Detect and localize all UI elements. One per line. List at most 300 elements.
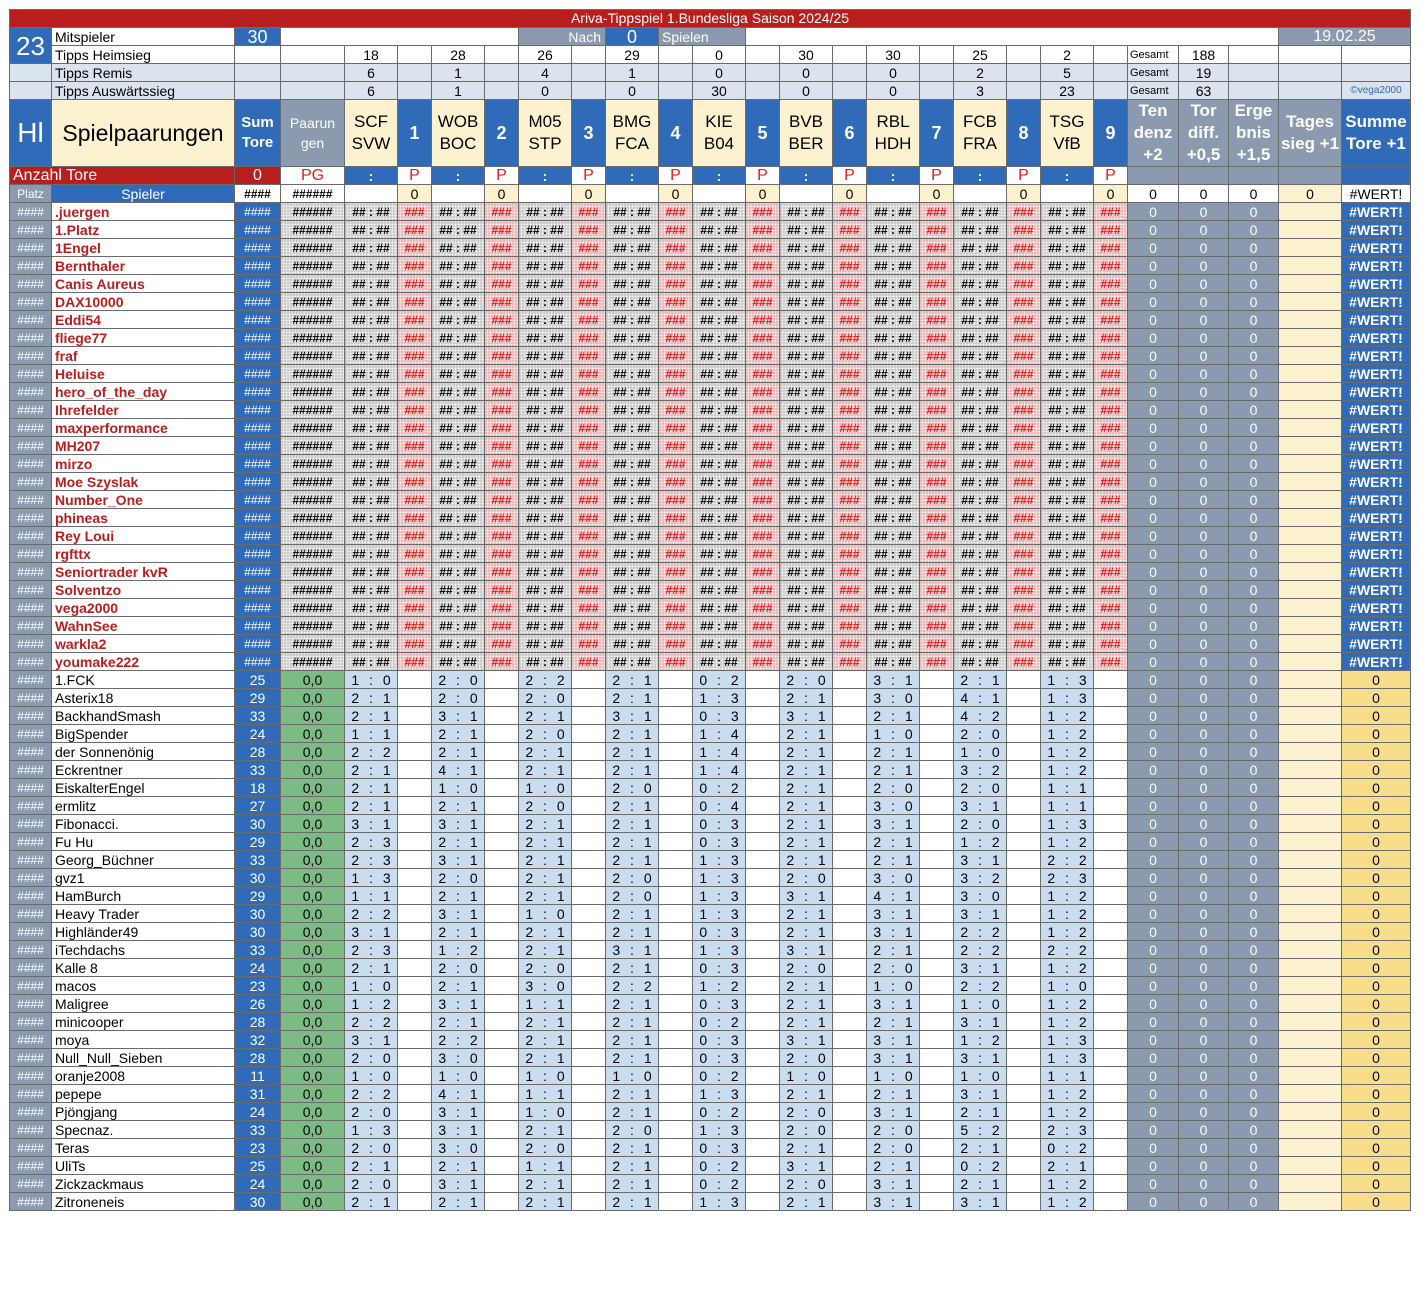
- tip-points-empty: [659, 725, 693, 743]
- score-hash: ## : ##: [693, 329, 746, 347]
- player-tip: 2 : 0: [519, 689, 572, 707]
- score-hash: ## : ##: [693, 581, 746, 599]
- tip-points-empty: [659, 851, 693, 869]
- sum-hash: ####: [235, 203, 281, 221]
- score-zero: 0: [1229, 599, 1279, 617]
- summe-zero: 0: [1342, 905, 1411, 923]
- points-hash: ###: [398, 401, 432, 419]
- player-sum: 26: [235, 995, 281, 1013]
- tip-points-empty: [572, 797, 606, 815]
- tip-points-empty: [485, 725, 519, 743]
- score-hash: ## : ##: [606, 599, 659, 617]
- player-row: [10, 1139, 1411, 1157]
- score-zero: 0: [1229, 617, 1279, 635]
- sum-hash: ####: [235, 509, 281, 527]
- tip-points-empty: [572, 851, 606, 869]
- score-hash: ## : ##: [867, 491, 920, 509]
- points-hash: ###: [485, 347, 519, 365]
- points-hash: ###: [920, 419, 954, 437]
- matchday-number: 23: [10, 28, 52, 64]
- points-hash: ###: [920, 365, 954, 383]
- total-3: 0: [1279, 185, 1342, 203]
- ranked-player-name: fliege77: [52, 329, 235, 347]
- ranked-player-name: mirzo: [52, 455, 235, 473]
- player-tip: 3 : 1: [954, 1049, 1007, 1067]
- player-tip: 1 : 0: [432, 779, 485, 797]
- header-fill: [1128, 167, 1179, 185]
- points-hash: ###: [572, 599, 606, 617]
- score-zero: 0: [1229, 887, 1279, 905]
- score-zero: 0: [1128, 419, 1179, 437]
- score-zero: 0: [1128, 581, 1179, 599]
- points-hash: ###: [746, 455, 780, 473]
- score-hash: ## : ##: [1041, 239, 1094, 257]
- player-tip: 2 : 0: [519, 797, 572, 815]
- player-tip: 2 : 0: [780, 1103, 833, 1121]
- match-points: 0: [1094, 185, 1128, 203]
- points-hash: ###: [833, 203, 867, 221]
- pg-hash: ######: [281, 581, 345, 599]
- ranked-player-name: rgfttx: [52, 545, 235, 563]
- tip-points-empty: [398, 941, 432, 959]
- sum-hash: ####: [235, 293, 281, 311]
- score-hash: ## : ##: [519, 545, 572, 563]
- player-pg: 0,0: [281, 923, 345, 941]
- points-hash: ###: [1007, 437, 1041, 455]
- score-hash: ## : ##: [345, 509, 398, 527]
- summe-zero: 0: [1342, 1175, 1411, 1193]
- score-zero: 0: [1179, 815, 1229, 833]
- tipps-auswaerts-6: 0: [780, 82, 833, 100]
- player-tip: 1 : 2: [1041, 923, 1094, 941]
- points-hash: ###: [920, 329, 954, 347]
- score-hash: ## : ##: [345, 599, 398, 617]
- tip-points-empty: [485, 761, 519, 779]
- points-hash: ###: [1094, 221, 1128, 239]
- spieler-header: Spieler: [52, 185, 235, 203]
- points-hash: ###: [1007, 473, 1041, 491]
- ranked-player-name: Eddi54: [52, 311, 235, 329]
- sum-hash: ####: [235, 491, 281, 509]
- tip-points-empty: [1094, 977, 1128, 995]
- score-hash: ## : ##: [432, 599, 485, 617]
- score-hash: ## : ##: [1041, 221, 1094, 239]
- score-hash: ## : ##: [954, 509, 1007, 527]
- points-hash: ###: [572, 473, 606, 491]
- score-hash: ## : ##: [432, 275, 485, 293]
- tagessieg-empty: [1279, 923, 1342, 941]
- points-hash: ###: [746, 203, 780, 221]
- rank-hash: ####: [10, 599, 52, 617]
- result-colon: :: [345, 167, 398, 185]
- player-row: [10, 1193, 1411, 1211]
- score-hash: ## : ##: [519, 563, 572, 581]
- player-tip: 2 : 1: [954, 1103, 1007, 1121]
- score-zero: 0: [1128, 509, 1179, 527]
- player-tip: 2 : 1: [867, 743, 920, 761]
- score-zero: 0: [1128, 617, 1179, 635]
- score-zero: 0: [1229, 311, 1279, 329]
- tip-points-empty: [485, 923, 519, 941]
- result-colon: :: [780, 167, 833, 185]
- score-zero: 0: [1179, 545, 1229, 563]
- rank-hash: ####: [10, 545, 52, 563]
- score-hash: ## : ##: [432, 617, 485, 635]
- tagessieg-empty: [1279, 275, 1342, 293]
- paarungen-header: Paarun gen: [281, 100, 345, 167]
- player-pg: 0,0: [281, 1031, 345, 1049]
- player-tip: 3 : 1: [867, 671, 920, 689]
- player-tip: 2 : 1: [954, 1139, 1007, 1157]
- tip-points-empty: [833, 689, 867, 707]
- player-tip: 1 : 2: [1041, 995, 1094, 1013]
- pg-hash: ######: [281, 419, 345, 437]
- tip-points-empty: [833, 1103, 867, 1121]
- tip-points-empty: [1007, 1121, 1041, 1139]
- player-name: EiskalterEngel: [52, 779, 235, 797]
- tipp-table: [9, 9, 1411, 1211]
- total-2: 0: [1229, 185, 1279, 203]
- score-hash: ## : ##: [432, 455, 485, 473]
- score-zero: 0: [1229, 419, 1279, 437]
- score-zero: 0: [1128, 815, 1179, 833]
- tip-points-empty: [572, 977, 606, 995]
- tip-points-empty: [659, 1031, 693, 1049]
- summe-wert: #WERT!: [1342, 509, 1411, 527]
- points-hash: ###: [398, 581, 432, 599]
- player-pg: 0,0: [281, 1067, 345, 1085]
- player-tip: 2 : 0: [606, 779, 659, 797]
- tip-points-empty: [1094, 1175, 1128, 1193]
- tip-points-empty: [1007, 833, 1041, 851]
- points-hash: ###: [1094, 203, 1128, 221]
- ranked-row: [10, 329, 1411, 347]
- tipps-gap: [659, 82, 693, 100]
- tagessieg-empty: [1279, 887, 1342, 905]
- tip-points-empty: [398, 959, 432, 977]
- tip-points-empty: [833, 977, 867, 995]
- tip-points-empty: [920, 1157, 954, 1175]
- score-hash: ## : ##: [867, 419, 920, 437]
- score-hash: ## : ##: [432, 581, 485, 599]
- player-sum: 33: [235, 707, 281, 725]
- points-hash: ###: [398, 293, 432, 311]
- tip-points-empty: [485, 1193, 519, 1211]
- player-tip: 2 : 3: [1041, 1121, 1094, 1139]
- score-hash: ## : ##: [519, 527, 572, 545]
- rank-hash: ####: [10, 707, 52, 725]
- tip-points-empty: [746, 887, 780, 905]
- rank-hash: ####: [10, 635, 52, 653]
- score-zero: 0: [1128, 347, 1179, 365]
- player-tip: 0 : 2: [1041, 1139, 1094, 1157]
- tip-points-empty: [920, 743, 954, 761]
- score-zero: 0: [1179, 653, 1229, 671]
- player-tip: 2 : 0: [867, 779, 920, 797]
- score-zero: 0: [1179, 509, 1229, 527]
- pg-hash: ######: [281, 509, 345, 527]
- ranked-player-name: Ihrefelder: [52, 401, 235, 419]
- pg-hash: ######: [281, 527, 345, 545]
- score-hash: ## : ##: [693, 545, 746, 563]
- player-tip: 3 : 1: [780, 1157, 833, 1175]
- tip-points-empty: [398, 1121, 432, 1139]
- player-tip: 1 : 3: [693, 1193, 746, 1211]
- score-hash: ## : ##: [780, 545, 833, 563]
- player-tip: 3 : 1: [780, 887, 833, 905]
- points-hash: ###: [746, 383, 780, 401]
- summe-wert: #WERT!: [1342, 329, 1411, 347]
- player-tip: 2 : 0: [432, 869, 485, 887]
- p-label: P: [1094, 167, 1128, 185]
- player-tip: 2 : 1: [519, 833, 572, 851]
- score-hash: ## : ##: [606, 635, 659, 653]
- player-tip: 2 : 1: [780, 1139, 833, 1157]
- tip-points-empty: [833, 1031, 867, 1049]
- summe-zero: 0: [1342, 1139, 1411, 1157]
- tipps-empty: [281, 82, 345, 100]
- player-tip: 1 : 0: [780, 1067, 833, 1085]
- points-hash: ###: [659, 401, 693, 419]
- player-tip: 3 : 0: [432, 1139, 485, 1157]
- player-row: [10, 1121, 1411, 1139]
- player-pg: 0,0: [281, 1121, 345, 1139]
- ranked-row: [10, 221, 1411, 239]
- player-tip: 1 : 2: [954, 1031, 1007, 1049]
- player-tip: 3 : 1: [432, 905, 485, 923]
- score-zero: 0: [1128, 491, 1179, 509]
- ranked-row: [10, 275, 1411, 293]
- score-hash: ## : ##: [954, 329, 1007, 347]
- player-tip: 1 : 2: [1041, 1193, 1094, 1211]
- tip-points-empty: [659, 959, 693, 977]
- tipps-gap: [485, 46, 519, 64]
- score-hash: ## : ##: [693, 491, 746, 509]
- points-hash: ###: [1094, 509, 1128, 527]
- tip-points-empty: [1094, 1013, 1128, 1031]
- tip-points-empty: [1007, 1013, 1041, 1031]
- ranked-row: [10, 347, 1411, 365]
- player-tip: 1 : 2: [1041, 1085, 1094, 1103]
- tip-points-empty: [746, 869, 780, 887]
- player-tip: 2 : 1: [432, 743, 485, 761]
- player-tip: 2 : 1: [606, 671, 659, 689]
- player-tip: 3 : 1: [432, 815, 485, 833]
- ranked-row: [10, 365, 1411, 383]
- p-label: P: [572, 167, 606, 185]
- tip-points-empty: [1094, 707, 1128, 725]
- pg-hash: ######: [281, 653, 345, 671]
- tip-points-empty: [398, 851, 432, 869]
- score-hash: ## : ##: [693, 455, 746, 473]
- points-hash: ###: [746, 221, 780, 239]
- points-hash: ###: [572, 347, 606, 365]
- tip-points-empty: [659, 1049, 693, 1067]
- tipps-gap: [833, 82, 867, 100]
- tip-points-empty: [485, 743, 519, 761]
- score-zero: 0: [1179, 725, 1229, 743]
- player-tip: 2 : 1: [867, 1013, 920, 1031]
- tordiff-header: Tor diff. +0,5: [1179, 100, 1229, 167]
- pg-hash: ######: [281, 203, 345, 221]
- tip-points-empty: [398, 1013, 432, 1031]
- tip-points-empty: [572, 1121, 606, 1139]
- score-hash: ## : ##: [1041, 653, 1094, 671]
- score-zero: 0: [1179, 869, 1229, 887]
- score-zero: 0: [1229, 563, 1279, 581]
- player-tip: 0 : 3: [693, 707, 746, 725]
- player-row: [10, 923, 1411, 941]
- score-zero: 0: [1179, 563, 1229, 581]
- score-zero: 0: [1128, 545, 1179, 563]
- score-hash: ## : ##: [867, 311, 920, 329]
- tip-points-empty: [398, 923, 432, 941]
- score-zero: 0: [1128, 599, 1179, 617]
- score-hash: ## : ##: [693, 383, 746, 401]
- tip-points-empty: [746, 1157, 780, 1175]
- player-tip: 1 : 3: [1041, 689, 1094, 707]
- tipps-auswaerts-3: 0: [519, 82, 572, 100]
- player-row: [10, 779, 1411, 797]
- score-zero: 0: [1128, 455, 1179, 473]
- tagessieg-empty: [1279, 455, 1342, 473]
- rank-hash: ####: [10, 203, 52, 221]
- player-name: BigSpender: [52, 725, 235, 743]
- rank-hash: ####: [10, 527, 52, 545]
- points-hash: ###: [920, 545, 954, 563]
- tip-points-empty: [833, 779, 867, 797]
- ranked-player-name: maxperformance: [52, 419, 235, 437]
- player-tip: 1 : 2: [1041, 905, 1094, 923]
- player-row: [10, 887, 1411, 905]
- player-tip: 2 : 1: [606, 1049, 659, 1067]
- player-tip: 2 : 0: [867, 1139, 920, 1157]
- pg-hash: ######: [281, 599, 345, 617]
- tip-points-empty: [485, 1013, 519, 1031]
- points-hash: ###: [833, 329, 867, 347]
- tagessieg-empty: [1279, 689, 1342, 707]
- score-hash: ## : ##: [867, 347, 920, 365]
- points-hash: ###: [1094, 347, 1128, 365]
- summe-wert: #WERT!: [1342, 437, 1411, 455]
- tip-points-empty: [1094, 743, 1128, 761]
- result-colon: :: [432, 167, 485, 185]
- sum-hash: ####: [235, 257, 281, 275]
- points-hash: ###: [398, 257, 432, 275]
- score-zero: 0: [1128, 725, 1179, 743]
- points-hash: ###: [746, 347, 780, 365]
- player-sum: 24: [235, 959, 281, 977]
- player-tip: 3 : 1: [432, 1103, 485, 1121]
- score-hash: ## : ##: [606, 203, 659, 221]
- score-hash: ## : ##: [432, 437, 485, 455]
- pg-hash: ######: [281, 563, 345, 581]
- summe-zero: 0: [1342, 689, 1411, 707]
- tipps-heimsieg-5: 0: [693, 46, 746, 64]
- score-hash: ## : ##: [519, 581, 572, 599]
- score-zero: 0: [1128, 707, 1179, 725]
- score-hash: ## : ##: [606, 455, 659, 473]
- points-hash: ###: [1007, 563, 1041, 581]
- score-zero: 0: [1229, 293, 1279, 311]
- tip-points-empty: [398, 671, 432, 689]
- tip-points-empty: [659, 707, 693, 725]
- tipps-gap: [833, 46, 867, 64]
- player-tip: 1 : 1: [519, 1085, 572, 1103]
- tip-points-empty: [746, 815, 780, 833]
- player-tip: 3 : 1: [780, 1031, 833, 1049]
- summe-zero: 0: [1342, 887, 1411, 905]
- points-hash: ###: [833, 545, 867, 563]
- score-hash: ## : ##: [780, 617, 833, 635]
- tip-points-empty: [398, 743, 432, 761]
- sum-hash: ####: [235, 653, 281, 671]
- points-hash: ###: [746, 491, 780, 509]
- points-hash: ###: [746, 293, 780, 311]
- score-hash: ## : ##: [345, 365, 398, 383]
- player-name: Asterix18: [52, 689, 235, 707]
- match-1-header: [345, 100, 398, 167]
- rank-hash: ####: [10, 293, 52, 311]
- summe-zero: 0: [1342, 797, 1411, 815]
- sum-hash: ####: [235, 347, 281, 365]
- points-hash: ###: [833, 311, 867, 329]
- points-hash: ###: [920, 347, 954, 365]
- player-tip: 0 : 3: [693, 1031, 746, 1049]
- tip-points-empty: [398, 887, 432, 905]
- score-zero: 0: [1229, 221, 1279, 239]
- player-row: [10, 671, 1411, 689]
- match-home: WOB: [437, 112, 479, 131]
- score-zero: 0: [1179, 761, 1229, 779]
- rank-hash: ####: [10, 995, 52, 1013]
- summe_tore-header: Summe Tore +1: [1342, 100, 1411, 167]
- score-hash: ## : ##: [519, 365, 572, 383]
- tip-points-empty: [1094, 1067, 1128, 1085]
- tip-points-empty: [1007, 815, 1041, 833]
- match-points: 0: [920, 185, 954, 203]
- summe-wert: #WERT!: [1342, 653, 1411, 671]
- player-name: 1.FCK: [52, 671, 235, 689]
- points-hash: ###: [920, 653, 954, 671]
- rank-hash: ####: [10, 887, 52, 905]
- player-tip: 2 : 1: [519, 1193, 572, 1211]
- tip-points-empty: [920, 1067, 954, 1085]
- summe-zero: 0: [1342, 707, 1411, 725]
- tip-points-empty: [398, 905, 432, 923]
- tip-points-empty: [833, 1193, 867, 1211]
- points-hash: ###: [398, 599, 432, 617]
- player-tip: 2 : 1: [606, 743, 659, 761]
- tip-points-empty: [1094, 689, 1128, 707]
- match-home: M05: [528, 112, 562, 131]
- score-hash: ## : ##: [1041, 617, 1094, 635]
- score-hash: ## : ##: [954, 581, 1007, 599]
- player-tip: 1 : 1: [1041, 797, 1094, 815]
- player-tip: 1 : 2: [1041, 887, 1094, 905]
- ranked-player-name: fraf: [52, 347, 235, 365]
- tip-points-empty: [746, 905, 780, 923]
- score-hash: ## : ##: [954, 599, 1007, 617]
- ranked-player-name: 1.Platz: [52, 221, 235, 239]
- tipps-remis-6: 0: [780, 64, 833, 82]
- player-tip: 1 : 0: [345, 671, 398, 689]
- score-zero: 0: [1229, 995, 1279, 1013]
- summe-wert: #WERT!: [1342, 257, 1411, 275]
- player-name: Zitroneneis: [52, 1193, 235, 1211]
- points-hash: ###: [659, 383, 693, 401]
- player-tip: 3 : 1: [780, 941, 833, 959]
